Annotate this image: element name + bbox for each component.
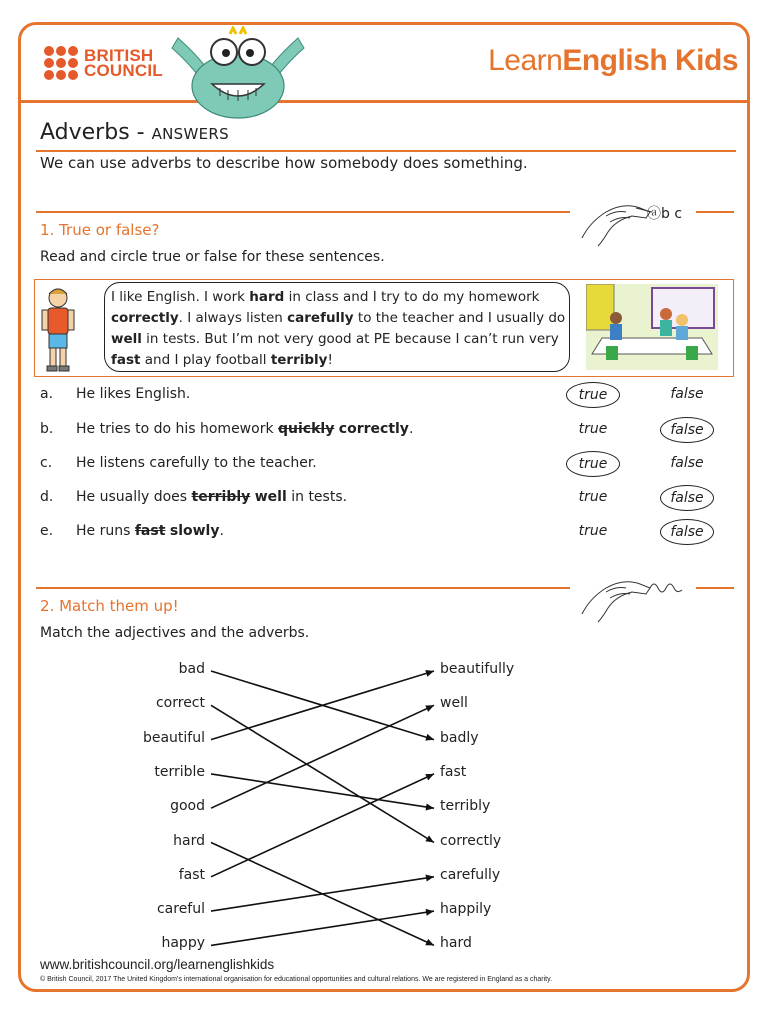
section2-divider-end xyxy=(696,587,734,589)
footer-copyright: © British Council, 2017 The United Kingdom’s international organisation for educational opportunities and cultural relations. We are registered in England as a charity. xyxy=(40,976,553,983)
adverb-item[interactable]: happily xyxy=(440,901,492,918)
adverb-item[interactable]: beautifully xyxy=(440,661,515,677)
adjective-item[interactable]: correct xyxy=(155,695,205,712)
false-option[interactable]: false xyxy=(660,485,714,511)
adverb-item[interactable]: badly xyxy=(440,729,479,746)
adjective-item[interactable]: fast xyxy=(178,866,205,883)
adjective-item[interactable]: terrible xyxy=(154,763,205,780)
section2-title: 2. Match them up! xyxy=(40,597,179,615)
false-option[interactable]: false xyxy=(660,417,714,443)
adjective-item[interactable]: good xyxy=(170,798,205,815)
row-letter: a. xyxy=(40,386,54,402)
row-letter: d. xyxy=(40,489,54,505)
story-adverb: fast xyxy=(111,352,141,368)
page-title xyxy=(40,120,229,145)
story-text: I like English. I work xyxy=(111,289,250,305)
story-text: ! xyxy=(327,352,333,368)
false-option[interactable]: false xyxy=(670,386,704,402)
adjective-item[interactable]: careful xyxy=(156,901,205,918)
speech-bubble xyxy=(104,282,570,372)
sentence-text: . xyxy=(408,421,414,437)
true-option[interactable]: true xyxy=(578,523,608,539)
logo-english-kids: English Kids xyxy=(562,44,738,77)
header-divider xyxy=(18,100,750,103)
logo-line-1: BRITISH xyxy=(84,46,154,65)
story-adverb: correctly xyxy=(111,310,179,326)
section1-divider-end xyxy=(696,211,734,213)
story-text: to the teacher and I usually do xyxy=(353,310,566,326)
adverb-item[interactable]: carefully xyxy=(440,866,501,883)
true-false-row xyxy=(40,419,730,443)
sentence-text: in tests. xyxy=(286,489,348,505)
footer-url[interactable]: www.britishcouncil.org/learnenglishkids xyxy=(40,957,275,972)
corrected-word: correctly xyxy=(338,421,409,437)
sentence-text: . xyxy=(219,523,224,539)
sentence-text: He listens carefully to the teacher. xyxy=(76,455,317,471)
story-adverb: well xyxy=(111,331,142,347)
sentence-text: He tries to do his homework xyxy=(76,421,279,437)
struck-word: quickly xyxy=(278,421,335,437)
story-adverb: carefully xyxy=(287,310,354,326)
story-adverb: terribly xyxy=(270,352,328,368)
adverb-item[interactable]: correctly xyxy=(440,832,502,849)
monster-mascot-icon xyxy=(168,26,308,120)
title-sub: ANSWERS xyxy=(151,125,229,143)
false-option[interactable]: false xyxy=(670,455,704,471)
row-letter: e. xyxy=(40,523,54,539)
true-false-row xyxy=(40,384,730,408)
adjective-item[interactable]: beautiful xyxy=(142,729,205,746)
row-letter: b. xyxy=(40,421,54,437)
adverb-item[interactable]: fast xyxy=(440,763,467,780)
story-text: in class and I try to do my homework xyxy=(284,289,540,305)
section1-instruction: Read and circle true or false for these sentences. xyxy=(40,249,385,265)
section2-divider xyxy=(36,587,570,589)
logo-dots-icon xyxy=(44,46,78,80)
adverb-item[interactable]: terribly xyxy=(440,798,491,815)
row-sentence xyxy=(76,421,413,437)
row-sentence xyxy=(76,455,317,471)
abc-text: ⓐb c xyxy=(647,206,683,222)
struck-word: terribly xyxy=(191,489,251,505)
true-option[interactable]: true xyxy=(566,451,620,477)
sentence-text: He likes English. xyxy=(76,386,191,402)
row-letter: c. xyxy=(40,455,53,471)
adjective-item[interactable]: hard xyxy=(173,832,205,849)
section2-instruction: Match the adjectives and the adverbs. xyxy=(40,625,310,641)
title-main: Adverbs - xyxy=(40,120,145,145)
title-divider xyxy=(36,150,736,152)
story-text: . I always listen xyxy=(178,310,288,326)
row-sentence xyxy=(76,489,347,505)
true-false-row xyxy=(40,453,730,477)
adverb-item[interactable]: hard xyxy=(440,935,472,952)
true-option[interactable]: true xyxy=(566,382,620,408)
sentence-text: He runs xyxy=(76,523,135,539)
sentence-text: He usually does xyxy=(76,489,192,505)
british-council-logo xyxy=(44,46,163,80)
true-option[interactable]: true xyxy=(578,489,608,505)
boy-illustration-icon xyxy=(38,284,78,374)
corrected-word: slowly xyxy=(169,523,220,539)
row-sentence xyxy=(76,386,190,402)
adjective-item[interactable]: bad xyxy=(178,661,205,677)
adjective-item[interactable]: happy xyxy=(161,935,205,952)
true-option[interactable]: true xyxy=(578,421,608,437)
story-text: in tests. But I’m not very good at PE because I can’t run very xyxy=(141,331,559,347)
logo-learn: Learn xyxy=(488,44,563,77)
section1-divider xyxy=(36,211,570,213)
true-false-row xyxy=(40,487,730,511)
classroom-illustration-icon xyxy=(586,284,718,370)
story-adverb: hard xyxy=(249,289,285,305)
learnenglish-kids-logo xyxy=(488,44,738,78)
false-option[interactable]: false xyxy=(660,519,714,545)
row-sentence xyxy=(76,523,224,539)
intro-text: We can use adverbs to describe how somebody does something. xyxy=(40,154,528,172)
logo-line-2: COUNCIL xyxy=(84,61,163,80)
corrected-word: well xyxy=(254,489,287,505)
writing-hand-scribble-icon xyxy=(576,574,686,624)
section1-title: 1. True or false? xyxy=(40,221,160,239)
adverb-item[interactable]: well xyxy=(440,695,468,712)
true-false-row xyxy=(40,521,730,545)
story-text: and I play football xyxy=(140,352,271,368)
struck-word: fast xyxy=(134,523,166,539)
